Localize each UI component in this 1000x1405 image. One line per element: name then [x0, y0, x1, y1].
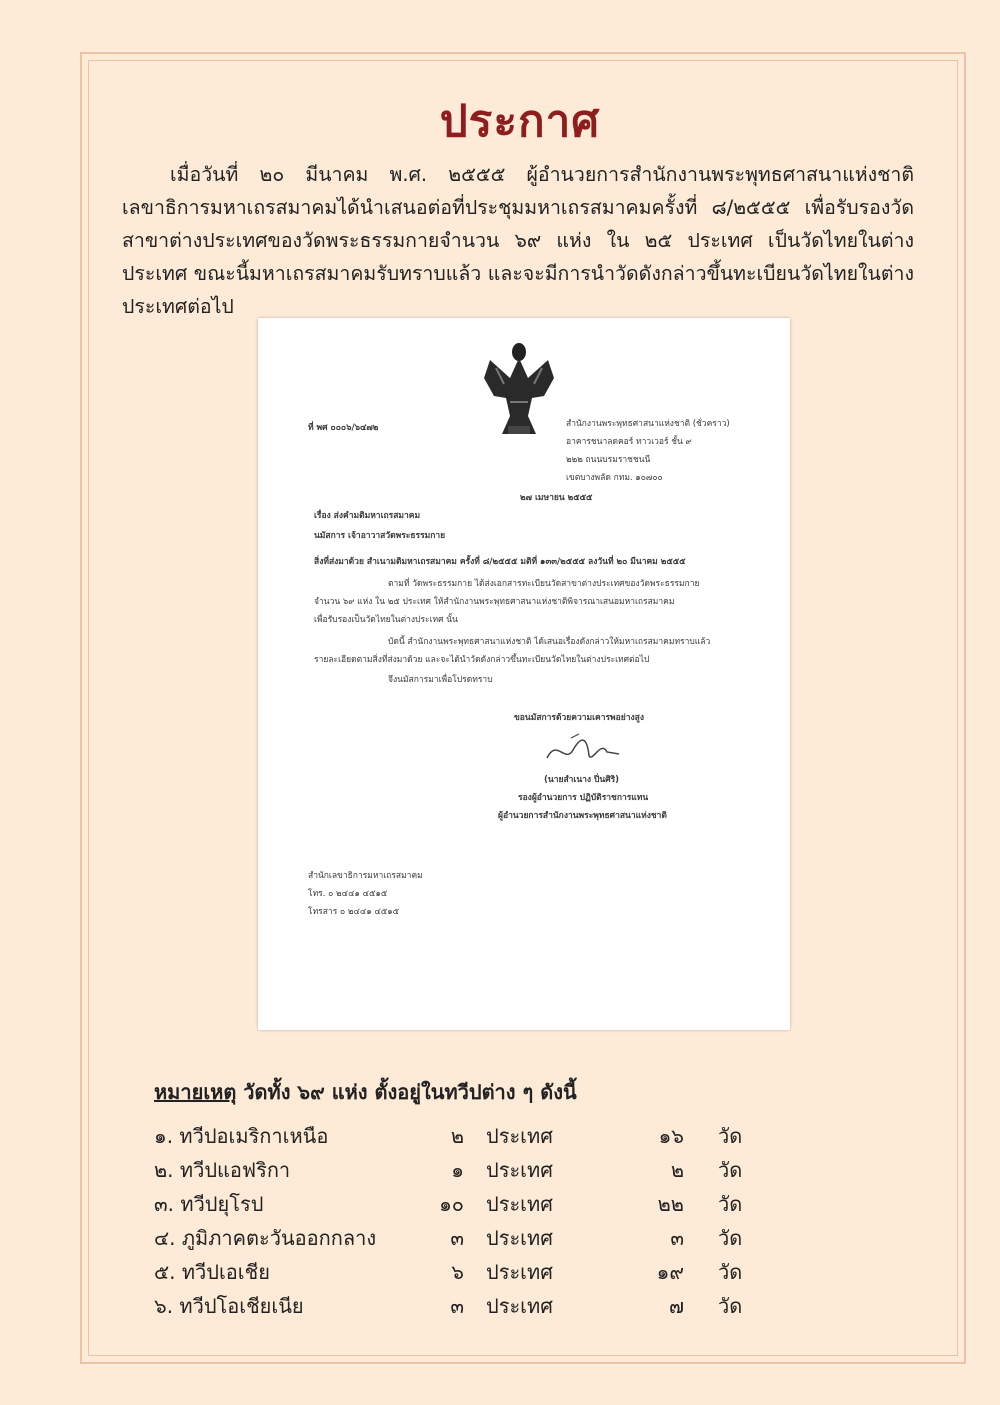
letter-office-line: สำนักงานพระพุทธศาสนาแห่งชาติ (ชั่วคราว): [566, 419, 730, 429]
country-unit: ประเทศ: [486, 1158, 553, 1182]
region-name: ๖. ทวีปโอเชียเนีย: [154, 1294, 304, 1318]
letter-footer-line: โทร. ๐ ๒๔๔๑ ๔๕๑๕: [308, 889, 388, 899]
country-count: ๓: [450, 1294, 464, 1318]
country-unit: ประเทศ: [486, 1226, 553, 1250]
country-unit: ประเทศ: [486, 1260, 553, 1284]
temple-unit: วัด: [718, 1226, 743, 1250]
letter-office-line: ๒๒๒ ถนนบรมราชชนนี: [566, 455, 651, 465]
announcement-paragraph: เมื่อวันที่ ๒๐ มีนาคม พ.ศ. ๒๕๕๕ ผู้อำนวยการสำนักงานพระพุทธศาสนาแห่งชาติ เลขาธิการมหาเถรสมาคมได้นำเสนอต่อที่ประชุมมหาเถรสมาคมครั้งที่ ๘/๒๕๕๕ เพื่อรับรองวัดสาขาต่างประเทศของวัดพระธรรมกายจำนวน ๖๙ แห่ง ใน ๒๕ ประเทศ เป็นวัดไทยในต่างประเทศ ขณะนี้มหาเถรสมาคมรับทราบแล้ว และจะมีการนำวัดดังกล่าวขึ้นทะเบียนวัดไทยในต่างประเทศต่อไป: [122, 163, 914, 318]
country-unit: ประเทศ: [486, 1192, 553, 1216]
temple-unit: วัด: [718, 1260, 743, 1284]
temple-count: ๓: [670, 1226, 684, 1250]
temple-unit: วัด: [718, 1124, 743, 1148]
letter-body-line: จำนวน ๖๙ แห่ง ใน ๒๕ ประเทศ ให้สำนักงานพระพุทธศาสนาแห่งชาติพิจารณาเสนอมหาเถรสมาคม: [314, 597, 675, 607]
letter-footer-line: สำนักเลขาธิการมหาเถรสมาคม: [308, 871, 423, 881]
letter-body-line: จึงนมัสการมาเพื่อโปรดทราบ: [388, 675, 493, 685]
letter-body-line: รายละเอียดตามสิ่งที่ส่งมาด้วย และจะได้นำวัดดังกล่าวขึ้นทะเบียนวัดไทยในต่างประเทศต่อไป: [314, 655, 650, 665]
page-title: ประกาศ: [439, 96, 601, 147]
country-count: ๒: [450, 1124, 464, 1148]
temple-count: ๑๖: [658, 1124, 684, 1148]
region-row: [154, 1120, 754, 1150]
official-letter-image: [258, 318, 790, 1030]
temple-count: ๒: [670, 1158, 684, 1182]
temple-count: ๑๙: [656, 1260, 684, 1284]
letter-date: ๒๗ เมษายน ๒๕๕๕: [520, 493, 593, 503]
country-count: ๖: [451, 1260, 464, 1284]
letter-subject: เรื่อง ส่งคำมติมหาเถรสมาคม: [314, 511, 421, 521]
temple-unit: วัด: [718, 1158, 743, 1182]
note-heading: [154, 1076, 577, 1108]
letter-reference: สิ่งที่ส่งมาด้วย สำเนามติมหาเถรสมาคม ครั้งที่ ๘/๒๕๕๕ มติที่ ๑๓๓/๒๕๕๕ ลงวันที่ ๒๐ มีนาคม ๒๕๕๕: [314, 557, 686, 567]
region-name: ๑. ทวีปอเมริกาเหนือ: [154, 1124, 329, 1148]
garuda-emblem-icon: [480, 338, 558, 442]
letter-office-line: เขตบางพลัด กทม. ๑๐๗๐๐: [566, 473, 663, 483]
country-unit: ประเทศ: [486, 1294, 553, 1318]
country-unit: ประเทศ: [486, 1124, 553, 1148]
temple-count: ๗: [668, 1294, 684, 1318]
letter-recipient: นมัสการ เจ้าอาวาสวัดพระธรรมกาย: [314, 531, 446, 541]
letter-ref-no: ที่ พศ ๐๐๐๖/๖๔๗๒: [308, 423, 379, 433]
region-name: ๓. ทวีปยุโรป: [154, 1192, 264, 1216]
region-row: [154, 1154, 754, 1184]
region-name: ๕. ทวีปเอเชีย: [154, 1260, 270, 1284]
temple-count: ๒๒: [657, 1192, 684, 1216]
letter-body-line: ตามที่ วัดพระธรรมกาย ได้ส่งเอกสารทะเบียนวัดสาขาต่างประเทศของวัดพระธรรมกาย: [388, 579, 700, 589]
letter-footer-line: โทรสาร ๐ ๒๔๔๑ ๔๕๑๕: [308, 907, 400, 917]
country-count: ๑๐: [439, 1192, 464, 1216]
region-row: [154, 1188, 754, 1218]
temple-unit: วัด: [718, 1192, 743, 1216]
region-name: ๔. ภูมิภาคตะวันออกกลาง: [154, 1226, 377, 1250]
temple-unit: วัด: [718, 1294, 743, 1318]
note-text: วัดทั้ง ๖๙ แห่ง ตั้งอยู่ในทวีปต่าง ๆ ดังนี้: [243, 1080, 577, 1104]
region-name: ๒. ทวีปแอฟริกา: [154, 1158, 291, 1182]
region-row: [154, 1256, 754, 1286]
signature-icon: [543, 730, 623, 770]
region-row: [154, 1222, 754, 1252]
letter-body-line: บัดนี้ สำนักงานพระพุทธศาสนาแห่งชาติ ได้เสนอเรื่องดังกล่าวให้มหาเถรสมาคมทราบแล้ว: [388, 637, 711, 647]
country-count: ๓: [450, 1226, 464, 1250]
letter-office-line: อาคารชนาลดคอร์ ทาวเวอร์ ชั้น ๙: [566, 437, 692, 447]
letter-signer-name: (นายสำเนาง ปิ่นศิริ): [544, 775, 620, 785]
letter-closing: ขอนมัสการด้วยความเคารพอย่างสูง: [514, 713, 644, 723]
country-count: ๑: [451, 1158, 464, 1182]
letter-signer-title: ผู้อำนวยการสำนักงานพระพุทธศาสนาแห่งชาติ: [498, 811, 667, 821]
letter-body-line: เพื่อรับรองเป็นวัดไทยในต่างประเทศ นั้น: [314, 615, 458, 625]
region-row: [154, 1290, 754, 1320]
letter-signer-title: รองผู้อำนวยการ ปฏิบัติราชการแทน: [518, 793, 649, 803]
note-label: หมายเหตุ: [154, 1080, 237, 1104]
